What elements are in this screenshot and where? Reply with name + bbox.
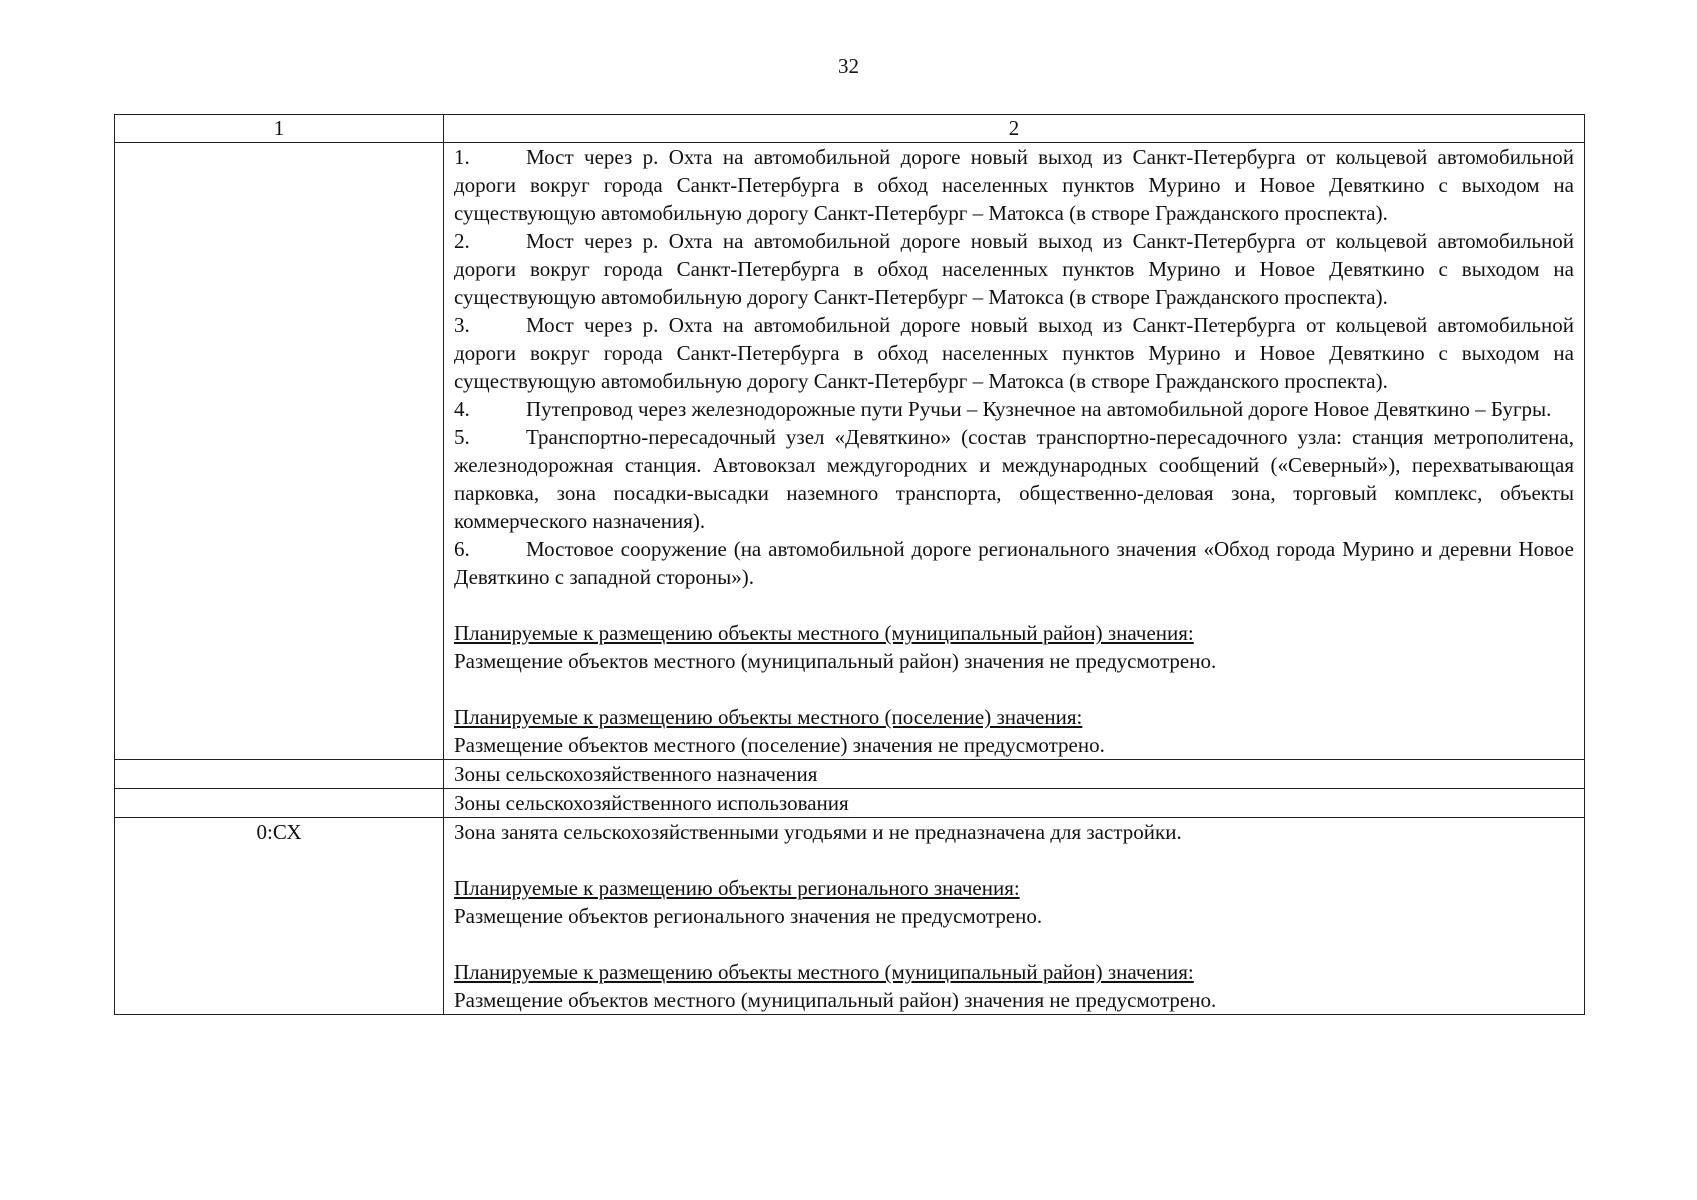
zone-code-0-sx: 0:СХ [115,818,444,1015]
table-header-row [115,115,1585,143]
settlement-objects-text: Размещение объектов местного (поселение) значения не предусмотрено. [454,733,1105,757]
municipal-objects-text: Размещение объектов местного (муниципальный район) значения не предусмотрено. [454,988,1217,1012]
page-number: 32 [838,54,859,78]
row1-zone-code [115,143,444,760]
list-item: 3. Мост через р. Охта на автомобильной дороге новый выход из Санкт-Петербурга от кольцевой автомобильной дороги вокруг города Санкт-Петербурга в обход населенных пунктов Мурино и Новое Девяткино с выходом на существующую автомобильную дорогу Санкт-Петербург – Матокса (в створе Гражданского проспекта). [454,313,1574,393]
row1-description [444,143,1585,760]
list-item: 4. Путепровод через железнодорожные пути Ручьи – Кузнечное на автомобильной дороге Новое Девяткино – Бугры. [454,397,1552,421]
header-col-1: 1 [115,115,444,143]
table-row [115,789,1585,818]
table-row [115,760,1585,789]
regional-objects-text: Размещение объектов регионального значения не предусмотрено. [454,904,1043,928]
municipal-objects-heading: Планируемые к размещению объекты местного (муниципальный район) значения: [454,621,1194,645]
table-row [115,818,1585,1015]
list-item: 5. Транспортно-пересадочный узел «Девяткино» (состав транспортно-пересадочного узла: станция метрополитена, железнодорожная станция. Автовокзал междугородних и международных сообщений («Северный»), перехватывающая парковка, зона посадки-высадки наземного транспорта, общественно-деловая зона, торговый комплекс, объекты коммерческого назначения). [454,425,1574,533]
row3-zone-code [115,789,444,818]
municipal-objects-heading: Планируемые к размещению объекты местного (муниципальный район) значения: [454,960,1194,984]
settlement-objects-heading: Планируемые к размещению объекты местного (поселение) значения: [454,705,1083,729]
agricultural-use-zones-heading: Зоны сельскохозяйственного использования [444,789,1585,818]
zone-intro-text: Зона занята сельскохозяйственными угодьями и не предназначена для застройки. [454,820,1182,844]
table-row [115,143,1585,760]
row4-description [444,818,1585,1015]
list-item: 2. Мост через р. Охта на автомобильной дороге новый выход из Санкт-Петербурга от кольцевой автомобильной дороги вокруг города Санкт-Петербурга в обход населенных пунктов Мурино и Новое Девяткино с выходом на существующую автомобильную дорогу Санкт-Петербург – Матокса (в створе Гражданского проспекта). [454,229,1574,309]
regional-objects-heading: Планируемые к размещению объекты регионального значения: [454,876,1020,900]
list-item: 1. Мост через р. Охта на автомобильной дороге новый выход из Санкт-Петербурга от кольцевой автомобильной дороги вокруг города Санкт-Петербурга в обход населенных пунктов Мурино и Новое Девяткино с выходом на существующую автомобильную дорогу Санкт-Петербург – Матокса (в створе Гражданского проспекта). [454,145,1574,225]
agricultural-purpose-zones-heading: Зоны сельскохозяйственного назначения [444,760,1585,789]
header-col-2: 2 [444,115,1585,143]
row2-zone-code [115,760,444,789]
zones-table [114,114,1585,1015]
municipal-objects-text: Размещение объектов местного (муниципальный район) значения не предусмотрено. [454,649,1217,673]
list-item: 6. Мостовое сооружение (на автомобильной дороге регионального значения «Обход города Мурино и деревни Новое Девяткино с западной стороны»). [454,537,1574,589]
